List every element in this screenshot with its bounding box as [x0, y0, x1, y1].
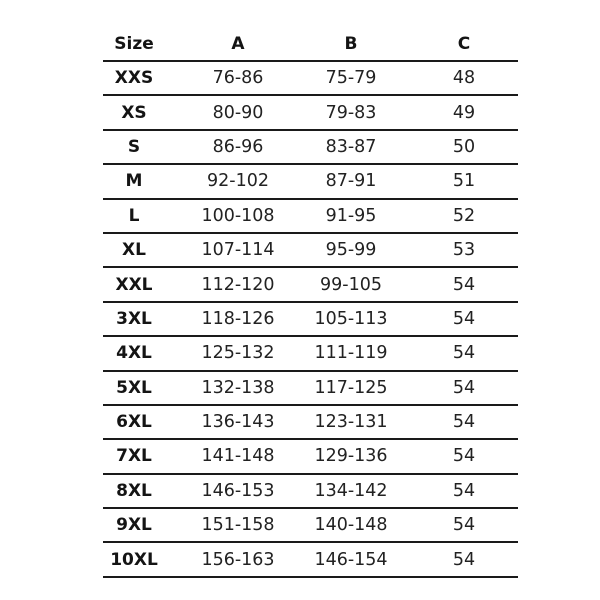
c-cell: 54 — [452, 515, 476, 536]
size-cell: 5XL — [116, 377, 152, 398]
c-cell: 48 — [452, 68, 476, 89]
table-row — [103, 234, 518, 268]
a-cell: 118-126 — [201, 308, 275, 329]
a-cell: 132-138 — [201, 377, 275, 398]
b-cell: 146-154 — [314, 549, 388, 570]
b-cell: 95-99 — [325, 240, 377, 261]
table-row — [103, 303, 518, 337]
size-cell: 4XL — [116, 343, 152, 364]
size-cell: XS — [121, 102, 147, 123]
b-cell: 87-91 — [325, 171, 377, 192]
b-cell: 117-125 — [314, 377, 388, 398]
table-row — [103, 543, 518, 577]
c-cell: 54 — [452, 412, 476, 433]
a-cell: 92-102 — [207, 171, 269, 192]
size-cell: S — [127, 136, 141, 157]
size-cell: 7XL — [116, 446, 152, 467]
size-cell: 9XL — [116, 515, 152, 536]
c-cell: 54 — [452, 446, 476, 467]
a-cell: 112-120 — [201, 274, 275, 295]
table-row — [103, 372, 518, 406]
a-cell: 100-108 — [201, 205, 275, 226]
b-cell: 91-95 — [325, 205, 377, 226]
table-row — [103, 475, 518, 509]
header-a: A — [231, 34, 245, 54]
header-size: Size — [114, 34, 154, 54]
table-row — [103, 509, 518, 543]
a-cell: 136-143 — [201, 412, 275, 433]
c-cell: 54 — [452, 480, 476, 501]
table-row — [103, 440, 518, 474]
table-row — [103, 200, 518, 234]
size-cell: M — [125, 171, 143, 192]
b-cell: 105-113 — [314, 308, 388, 329]
c-cell: 54 — [452, 377, 476, 398]
a-cell: 141-148 — [201, 446, 275, 467]
table-row — [103, 268, 518, 302]
b-cell: 83-87 — [325, 136, 377, 157]
size-cell: 8XL — [116, 480, 152, 501]
header-b: B — [344, 34, 358, 54]
b-cell: 99-105 — [320, 274, 382, 295]
size-cell: L — [128, 205, 140, 226]
b-cell: 123-131 — [314, 412, 388, 433]
a-cell: 86-96 — [212, 136, 264, 157]
a-cell: 107-114 — [201, 240, 275, 261]
table-header-row — [103, 28, 518, 62]
b-cell: 134-142 — [314, 480, 388, 501]
size-chart-table — [103, 28, 518, 578]
size-cell: 6XL — [116, 412, 152, 433]
table-row — [103, 406, 518, 440]
a-cell: 125-132 — [201, 343, 275, 364]
header-c: C — [457, 34, 471, 54]
c-cell: 50 — [452, 136, 476, 157]
table-row — [103, 62, 518, 96]
size-cell: XL — [122, 240, 146, 261]
c-cell: 49 — [452, 102, 476, 123]
b-cell: 140-148 — [314, 515, 388, 536]
table-row — [103, 165, 518, 199]
b-cell: 111-119 — [314, 343, 388, 364]
b-cell: 75-79 — [325, 68, 377, 89]
size-cell: 10XL — [110, 549, 158, 570]
c-cell: 53 — [452, 240, 476, 261]
b-cell: 79-83 — [325, 102, 377, 123]
c-cell: 54 — [452, 274, 476, 295]
b-cell: 129-136 — [314, 446, 388, 467]
c-cell: 52 — [452, 205, 476, 226]
a-cell: 156-163 — [201, 549, 275, 570]
table-row — [103, 131, 518, 165]
c-cell: 54 — [452, 343, 476, 364]
a-cell: 146-153 — [201, 480, 275, 501]
a-cell: 151-158 — [201, 515, 275, 536]
size-cell: XXL — [115, 274, 153, 295]
size-cell: 3XL — [116, 308, 152, 329]
c-cell: 51 — [452, 171, 476, 192]
c-cell: 54 — [452, 308, 476, 329]
a-cell: 80-90 — [212, 102, 264, 123]
c-cell: 54 — [452, 549, 476, 570]
a-cell: 76-86 — [212, 68, 264, 89]
table-row — [103, 96, 518, 130]
size-cell: XXS — [114, 68, 154, 89]
table-row — [103, 337, 518, 371]
